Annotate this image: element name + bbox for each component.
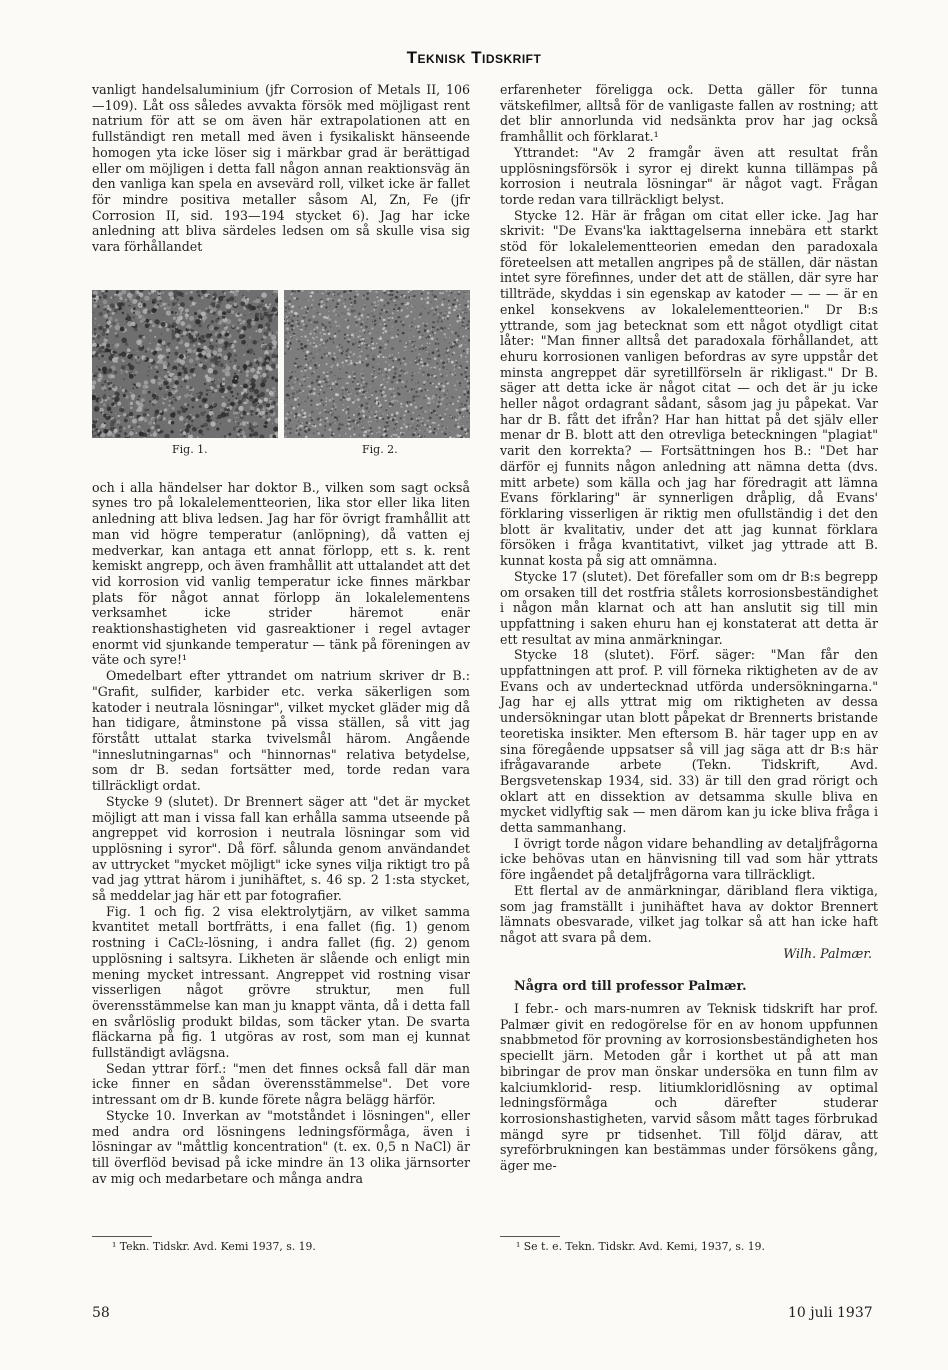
figure-1-photo [92,290,278,438]
footnote-left: ¹ Tekn. Tidskr. Avd. Kemi 1937, s. 19. [112,1240,316,1253]
paragraph: Stycke 18 (slutet). Förf. säger: "Man får den uppfattningen att prof. P. vill förneka riktigheten av de av Evans och av undertecknad utförda undersökningarna." Jag har ej alls yttrat mig om riktigheten av dessa undersökningar utan blott påpekat dr Brennerts bristande teoretiska insikter. Men eftersom B. här tager upp en av sina föregående uppsatser så vill jag säga att dr B:s här ifrågavarande arbete (Tekn. Tidskrift, Avd. Bergsvetenskap 1934, sid. 33) är till den grad rörigt och oklart att en dissektion av detsamma skulle bliva en mycket vidlyftig sak — men därom kan ju icke bliva fråga i detta sammanhang. [500,647,878,836]
figure-2-photo [284,290,470,438]
paragraph: Ett flertal av de anmärkningar, däribland flera viktiga, som jag framställt i junihäftet hava av doktor Brennert lämnats obesvarade, vilket jag tolkar så att han icke haft något att svara på dem. [500,882,878,945]
paragraph: I övrigt torde någon vidare behandling av detaljfrågorna icke behövas utan en hänvisning till vad som här yttrats före ingåendet på detaljfrågorna vara tillräckligt. [500,835,878,883]
paragraph: Yttrandet: "Av 2 framgår även att resultat från upplösningsförsök i syror ej direkt kunna tillämpas på korrosion i neutrala lösningar" är något vagt. Frågan torde redan vara tillräckligt belyst. [500,144,878,207]
figure-pair [92,290,470,438]
right-column-body-text [500,82,878,946]
paragraph: I febr.- och mars-numren av Teknisk tidskrift har prof. Palmær givit en redogörelse för en av honom uppfunnen snabbmetod för provning av korrosionsbeständigheten hos speciellt järn. Metoden går i korthet ut på att man bibringar de prov man önskar undersöka en tunn film av kalciumklorid- resp. litiumkloridlösning av optimal ledningsförmåga och därefter studerar korrosionshastigheten, varvid såsom mått tages förbrukad mängd syre pr tidsenhet. Till följd därav, att syreförbrukningen kan bestämmas under försökens gång, äger me- [500,1001,878,1174]
footnote-rule-left [92,1236,152,1237]
paragraph: Stycke 12. Här är frågan om citat eller icke. Jag har skrivit: "De Evans'ka iakttagelserna innebära ett starkt stöd för lokalelementteorien emedan den paradoxala företeelsen att metallen angripes på de ställen, där nästan intet syre förefinnes, under det att de ställen, där syre har tillträde, skyddas i sin egenskap av katoder — — — är en enkel konsekvens av lokalelementteorien." Dr B:s yttrande, som jag betecknat som ett något otydligt citat låter: "Man finner alltså det paradoxala förhållandet, att ehuru korrosionen vanligen befordras av syre uppstår det minsta angreppet där syretillförseln är rikligast." Dr B. säger att detta icke är något citat — och det är ju icke heller något ordagrant sådant, såsom jag ju påpekat. Var har dr B. fått det ifrån? Har han hittat på det själv eller menar dr B. blott att den otrevliga beteckningen "plagiat" varit den korrekta? — Fortsättningen hos B.: "Det har därför ej funnits någon anledning att nämna detta (dvs. mitt arbete) som källa och jag har föredragit att lämna Evans förklaring" är synnerligen dråplig, då Evans' förklaring visserligen är riktig men ofullständig i det den blott är kvalitativ, under det att jag kunnat förklara försöken i fråga kvantitativt, vilket jag yttrade att B. kunnat kosta på sig att omnämna. [500,207,878,569]
paragraph: Fig. 1 och fig. 2 visa elektrolytjärn, av vilket samma kvantitet metall bortfrätts, i ena fallet (fig. 1) genom rostning i CaCl₂-lösning, i andra fallet (fig. 2) genom upplösning i saltsyra. Likheten är slående och enligt min mening mycket intressant. Angreppet vid rostning visar visserligen något grövre struktur, men full överensstämmelse kan man ju knappt vänta, då i detta fall en svårlöslig produkt bildas, som täcker ytan. De svarta fläckarna på fig. 1 utgöras av rost, som man ej kunnat fullständigt avlägsna. [92,903,470,1061]
right-column-section-text [500,1001,878,1174]
figure-2-caption: Fig. 2. [362,442,398,456]
right-column [500,82,878,1174]
paragraph: Omedelbart efter yttrandet om natrium skriver dr B.: "Grafit, sulfider, karbider etc. verka säkerligen som katoder i neutrala lösningar", vilket mycket gläder mig då han tidigare, åtminstone på vissa ställen, så vitt jag förstått uttalat starka tvivelsmål härom. Angående "inneslutningarnas" och "hinnornas" relativa betydelse, som dr B. sedan fortsätter med, torde redan vara tillräckligt ordat. [92,668,470,794]
left-column-body-text [92,480,470,1187]
paragraph: Sedan yttrar förf.: "men det finnes också fall där man icke finner en sådan överensstämmelse". Det vore intressant om dr B. kunde förete några belägg härför. [92,1060,470,1108]
paragraph: Stycke 10. Inverkan av "motståndet i lösningen", eller med andra ord lösningens ledningsförmåga, även i lösningar av "måttlig koncentration" (t. ex. 0,5 n NaCl) är till överflöd bevisad på icke mindre än 13 olika järnsorter av mig och medarbetare och många andra [92,1107,470,1186]
paragraph: vanligt handelsaluminium (jfr Corrosion of Metals II, 106—109). Låt oss således avvakta försök med möjligast rent natrium för att se om även här extrapolationen att en fullständigt ren metall med även i fysikaliskt hänseende homogen yta icke löser sig i märkbar grad är berättigad eller om möjligen i detta fall någon annan reaktionsväg än den vanliga kan spela en avsevärd roll, vilket icke är fallet för mindre positiva metaller såsom Al, Zn, Fe (jfr Corrosion II, sid. 193—194 stycket 6). Jag har icke anledning att bliva särdeles ledsen om så skulle visa sig vara förhållandet [92,82,470,255]
paragraph: Stycke 9 (slutet). Dr Brennert säger att "det är mycket möjligt att man i vissa fall kan erhålla samma utseende på angreppet vid korrosion i neutrala lösningar som vid upplösning i syror". Då förf. sålunda genom användandet av uttrycket "mycket möjligt" icke synes vilja riktigt tro på vad jag yttrat härom i junihäftet, s. 46 sp. 2 1:sta stycket, så meddelar jag här ett par fotografier. [92,793,470,904]
footnote-right: ¹ Se t. e. Tekn. Tidskr. Avd. Kemi, 1937, s. 19. [516,1240,765,1253]
figure-1-caption: Fig. 1. [172,442,208,456]
signature: Wilh. Palmær. [783,945,872,961]
paragraph: erfarenheter föreligga ock. Detta gäller för tunna vätskefilmer, alltså för de vanligaste fallen av rostning; att det blir annorlunda vid nedsänkta prov har jag också framhållit och förklarat.¹ [500,82,878,145]
paragraph: Stycke 17 (slutet). Det förefaller som om dr B:s begrepp om orsaken till det rostfria stålets korrosionsbeständighet i någon mån klarnat och att han anslutit sig till min uppfattning i saken ehuru han ej konstaterat att detta är ett resultat av mina anmärkningar. [500,568,878,647]
figure-captions [92,442,470,462]
left-column-top-text [92,82,470,255]
issue-date: 10 juli 1937 [788,1305,873,1321]
left-column [92,82,470,1186]
page-number: 58 [92,1305,110,1321]
section-heading: Några ord till professor Palmær. [514,979,747,995]
footnote-rule-right [500,1236,560,1237]
journal-masthead: Teknisk Tidskrift [406,48,542,67]
paragraph: och i alla händelser har doktor B., vilken som sagt också synes tro på lokalelementteorien, lika stor eller lika liten anledning att bliva ledsen. Jag har för övrigt framhållit att man vid högre temperatur (anlöpning), då vatten ej medverkar, kan antaga ett annat förlopp, ett s. k. rent kemiskt angrepp, och även framhållit att uttalandet att det vid korrosion vid vanlig temperatur icke finnes märkbar plats för något annat förlopp än lokalelementens verksamhet icke strider häremot enär reaktionshastigheten vid gasreaktioner i regel avtager enormt vid sjunkande temperatur — tänk på föreningen av väte och syre!¹ [92,479,470,668]
